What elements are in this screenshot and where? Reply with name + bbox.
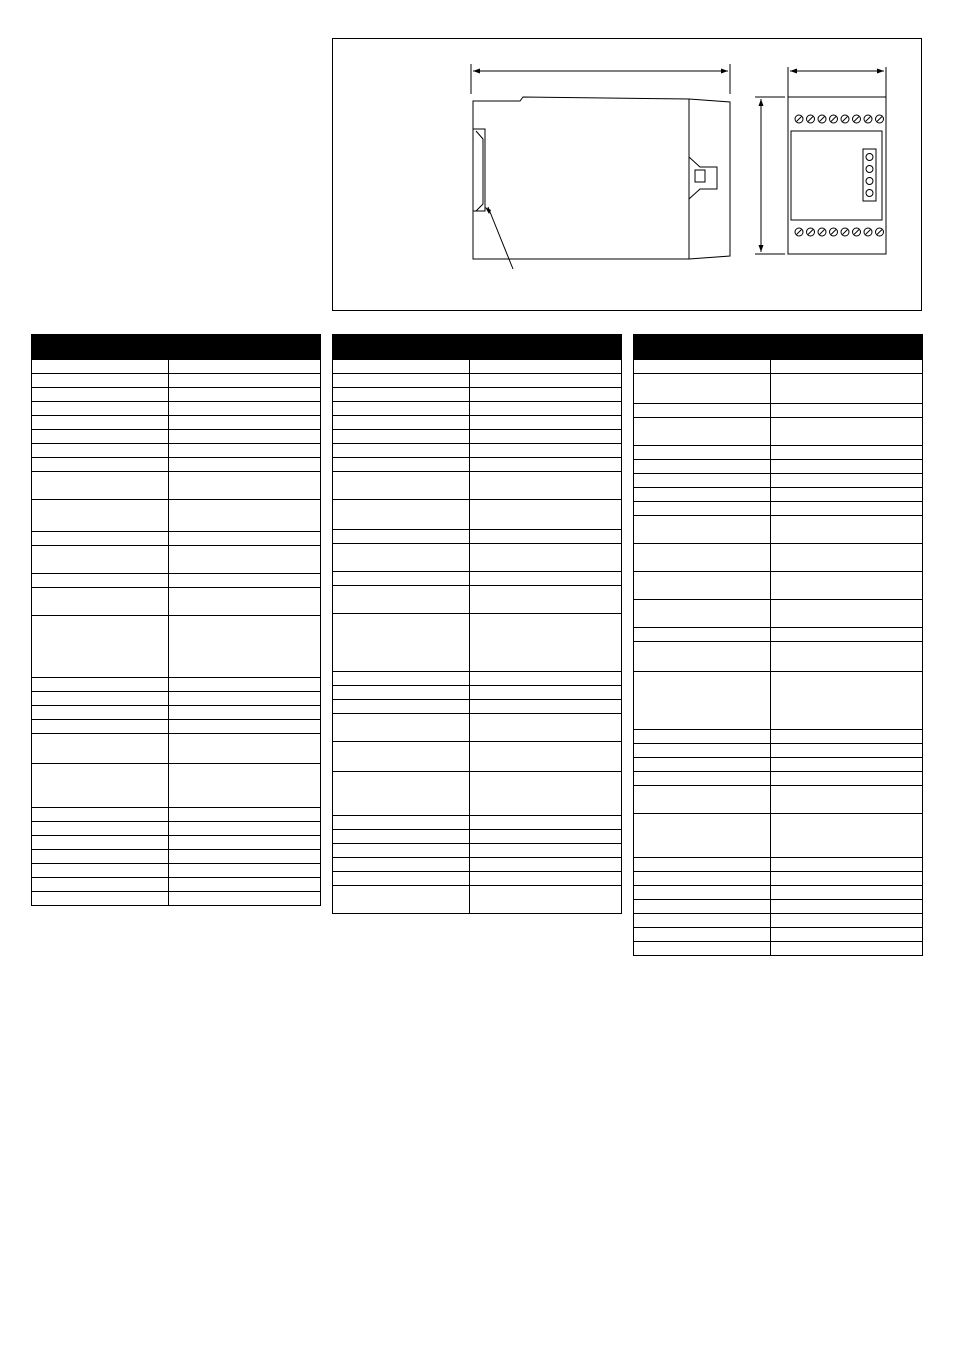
spec-value-cell — [771, 516, 922, 543]
terminal-screw-slot — [808, 230, 813, 235]
spec-label-cell — [333, 530, 470, 543]
spec-label-cell — [32, 588, 169, 615]
dimension-drawing-frame — [332, 38, 922, 311]
spec-table-header — [333, 335, 621, 359]
spec-value-cell — [470, 742, 621, 771]
arrow-head — [759, 245, 764, 252]
spec-row — [32, 387, 320, 401]
spec-label-cell — [333, 572, 470, 585]
spec-row — [333, 499, 621, 529]
terminal-screw-slot — [843, 230, 848, 235]
spec-label-cell — [32, 500, 169, 531]
spec-label-cell — [32, 388, 169, 401]
terminal-screw-slot — [843, 117, 848, 122]
spec-label-cell — [634, 928, 771, 941]
spec-row — [333, 857, 621, 871]
spec-label-cell — [634, 814, 771, 857]
spec-value-cell — [470, 458, 621, 471]
spec-value-cell — [771, 886, 922, 899]
spec-row — [634, 459, 922, 473]
arrow-head — [790, 69, 797, 74]
spec-label-cell — [333, 686, 470, 699]
spec-value-cell — [771, 914, 922, 927]
spec-label-cell — [333, 500, 470, 529]
spec-value-cell — [771, 858, 922, 871]
spec-value-cell — [470, 500, 621, 529]
spec-value-cell — [470, 430, 621, 443]
front-view-led-strip — [863, 149, 876, 201]
terminal-screw-slot — [866, 117, 871, 122]
spec-row — [634, 771, 922, 785]
spec-label-cell — [32, 574, 169, 587]
spec-value-cell — [771, 572, 922, 599]
spec-value-cell — [169, 734, 320, 763]
spec-value-cell — [169, 532, 320, 545]
spec-row — [32, 877, 320, 891]
spec-label-cell — [634, 744, 771, 757]
spec-row — [333, 829, 621, 843]
spec-value-cell — [771, 418, 922, 445]
spec-label-cell — [634, 488, 771, 501]
spec-row — [32, 359, 320, 373]
spec-value-cell — [169, 430, 320, 443]
side-view-body — [473, 97, 689, 259]
spec-row — [634, 729, 922, 743]
spec-value-cell — [169, 678, 320, 691]
spec-value-cell — [771, 672, 922, 729]
spec-value-cell — [169, 444, 320, 457]
spec-label-cell — [32, 444, 169, 457]
spec-value-cell — [169, 616, 320, 677]
spec-value-cell — [470, 886, 621, 913]
spec-label-cell — [634, 446, 771, 459]
spec-row — [32, 443, 320, 457]
spec-row — [333, 429, 621, 443]
spec-value-cell — [169, 574, 320, 587]
spec-value-cell — [169, 472, 320, 499]
spec-value-cell — [771, 758, 922, 771]
spec-value-cell — [470, 714, 621, 741]
spec-row — [634, 743, 922, 757]
side-view-latch — [689, 157, 717, 199]
spec-value-cell — [470, 772, 621, 815]
spec-label-cell — [634, 502, 771, 515]
spec-label-cell — [333, 458, 470, 471]
spec-value-cell — [771, 872, 922, 885]
spec-label-cell — [333, 844, 470, 857]
spec-value-cell — [470, 472, 621, 499]
spec-row — [634, 813, 922, 857]
front-view-panel — [791, 131, 882, 220]
spec-row — [634, 871, 922, 885]
spec-label-cell — [32, 706, 169, 719]
spec-value-cell — [771, 404, 922, 417]
spec-label-cell — [634, 572, 771, 599]
spec-label-cell — [32, 402, 169, 415]
spec-row — [634, 641, 922, 671]
spec-value-cell — [771, 474, 922, 487]
spec-value-cell — [169, 836, 320, 849]
spec-value-cell — [169, 360, 320, 373]
spec-row — [634, 501, 922, 515]
spec-row — [333, 457, 621, 471]
terminal-screw-slot — [797, 230, 802, 235]
spec-row — [634, 599, 922, 627]
spec-row — [32, 531, 320, 545]
terminal-screw-slot — [808, 117, 813, 122]
spec-value-cell — [470, 614, 621, 671]
spec-label-cell — [634, 628, 771, 641]
spec-label-cell — [634, 516, 771, 543]
spec-value-cell — [470, 872, 621, 885]
spec-value-cell — [169, 720, 320, 733]
spec-value-cell — [470, 816, 621, 829]
spec-label-cell — [32, 430, 169, 443]
spec-value-cell — [470, 572, 621, 585]
spec-row — [634, 757, 922, 771]
spec-label-cell — [634, 758, 771, 771]
spec-label-cell — [333, 816, 470, 829]
spec-label-cell — [333, 472, 470, 499]
spec-label-cell — [32, 692, 169, 705]
spec-row — [32, 373, 320, 387]
spec-value-cell — [771, 814, 922, 857]
spec-value-cell — [470, 402, 621, 415]
spec-value-cell — [169, 416, 320, 429]
spec-value-cell — [771, 772, 922, 785]
spec-row — [32, 719, 320, 733]
spec-value-cell — [771, 786, 922, 813]
spec-row — [32, 429, 320, 443]
spec-row — [634, 473, 922, 487]
spec-row — [634, 417, 922, 445]
spec-value-cell — [771, 488, 922, 501]
terminal-screw-slot — [854, 117, 859, 122]
spec-value-cell — [470, 586, 621, 613]
spec-row — [634, 785, 922, 813]
spec-row — [32, 615, 320, 677]
spec-label-cell — [333, 614, 470, 671]
spec-value-cell — [470, 416, 621, 429]
spec-label-cell — [32, 416, 169, 429]
dimension-drawing — [333, 39, 923, 312]
spec-value-cell — [470, 374, 621, 387]
spec-label-cell — [32, 850, 169, 863]
spec-row — [333, 713, 621, 741]
spec-row — [634, 899, 922, 913]
spec-value-cell — [169, 850, 320, 863]
spec-value-cell — [169, 692, 320, 705]
spec-table-2 — [332, 334, 622, 914]
spec-label-cell — [32, 472, 169, 499]
spec-value-cell — [169, 864, 320, 877]
spec-label-cell — [333, 586, 470, 613]
spec-value-cell — [771, 900, 922, 913]
spec-value-cell — [771, 730, 922, 743]
spec-label-cell — [634, 772, 771, 785]
spec-label-cell — [333, 388, 470, 401]
spec-value-cell — [771, 600, 922, 627]
spec-row — [634, 627, 922, 641]
spec-value-cell — [771, 744, 922, 757]
spec-row — [32, 705, 320, 719]
spec-row — [634, 927, 922, 941]
spec-value-cell — [169, 808, 320, 821]
spec-label-cell — [333, 886, 470, 913]
spec-row — [333, 871, 621, 885]
spec-value-cell — [470, 858, 621, 871]
spec-value-cell — [169, 500, 320, 531]
spec-row — [634, 885, 922, 899]
spec-value-cell — [771, 628, 922, 641]
side-view-window — [695, 170, 705, 182]
spec-label-cell — [634, 642, 771, 671]
spec-row — [333, 387, 621, 401]
spec-row — [32, 733, 320, 763]
arrow-head — [473, 69, 480, 74]
spec-label-cell — [32, 836, 169, 849]
spec-label-cell — [32, 878, 169, 891]
spec-row — [333, 741, 621, 771]
spec-row — [32, 849, 320, 863]
terminal-screw-slot — [866, 230, 871, 235]
spec-row — [32, 763, 320, 807]
spec-row — [333, 771, 621, 815]
spec-label-cell — [32, 360, 169, 373]
terminal-screw-slot — [797, 117, 802, 122]
spec-row — [333, 613, 621, 671]
spec-row — [333, 571, 621, 585]
spec-label-cell — [333, 444, 470, 457]
spec-row — [333, 815, 621, 829]
spec-row — [333, 843, 621, 857]
spec-value-cell — [169, 878, 320, 891]
spec-value-cell — [169, 892, 320, 905]
spec-row — [333, 543, 621, 571]
spec-value-cell — [169, 764, 320, 807]
spec-row — [634, 487, 922, 501]
spec-label-cell — [32, 458, 169, 471]
spec-row — [32, 891, 320, 905]
spec-label-cell — [333, 772, 470, 815]
terminal-row-top — [795, 115, 884, 123]
spec-row — [333, 443, 621, 457]
spec-table-header — [634, 335, 922, 359]
spec-value-cell — [169, 374, 320, 387]
spec-label-cell — [333, 830, 470, 843]
spec-table-1 — [31, 334, 321, 906]
spec-label-cell — [634, 872, 771, 885]
spec-row — [333, 415, 621, 429]
led-indicator — [866, 190, 873, 197]
spec-value-cell — [771, 374, 922, 403]
spec-value-cell — [771, 360, 922, 373]
spec-row — [32, 401, 320, 415]
spec-label-cell — [32, 720, 169, 733]
spec-value-cell — [470, 686, 621, 699]
spec-label-cell — [634, 374, 771, 403]
spec-label-cell — [333, 700, 470, 713]
spec-value-cell — [169, 822, 320, 835]
spec-label-cell — [333, 360, 470, 373]
spec-row — [333, 585, 621, 613]
spec-label-cell — [32, 764, 169, 807]
leader-line — [488, 207, 513, 269]
spec-row — [333, 471, 621, 499]
spec-label-cell — [634, 886, 771, 899]
spec-label-cell — [634, 672, 771, 729]
spec-value-cell — [470, 544, 621, 571]
spec-row — [32, 677, 320, 691]
spec-label-cell — [634, 858, 771, 871]
spec-value-cell — [169, 458, 320, 471]
spec-row — [333, 671, 621, 685]
spec-value-cell — [771, 642, 922, 671]
spec-row — [634, 671, 922, 729]
spec-label-cell — [32, 822, 169, 835]
spec-label-cell — [32, 532, 169, 545]
terminal-screw-slot — [854, 230, 859, 235]
spec-value-cell — [470, 672, 621, 685]
led-indicator — [866, 166, 873, 173]
spec-value-cell — [771, 460, 922, 473]
spec-value-cell — [470, 844, 621, 857]
spec-row — [634, 515, 922, 543]
spec-label-cell — [333, 544, 470, 571]
spec-label-cell — [333, 742, 470, 771]
spec-label-cell — [333, 858, 470, 871]
spec-row — [634, 359, 922, 373]
spec-row — [333, 885, 621, 913]
spec-row — [32, 863, 320, 877]
led-indicator — [866, 154, 873, 161]
spec-value-cell — [771, 544, 922, 571]
spec-row — [333, 529, 621, 543]
spec-row — [634, 857, 922, 871]
arrow-head — [721, 69, 728, 74]
terminal-screw-slot — [831, 230, 836, 235]
spec-label-cell — [333, 402, 470, 415]
spec-label-cell — [634, 600, 771, 627]
terminal-screw-slot — [820, 230, 825, 235]
spec-row — [333, 373, 621, 387]
spec-value-cell — [169, 388, 320, 401]
spec-label-cell — [333, 374, 470, 387]
spec-row — [634, 445, 922, 459]
spec-value-cell — [470, 444, 621, 457]
spec-label-cell — [32, 616, 169, 677]
spec-label-cell — [634, 474, 771, 487]
spec-label-cell — [32, 374, 169, 387]
spec-row — [32, 545, 320, 573]
spec-row — [634, 403, 922, 417]
spec-value-cell — [470, 530, 621, 543]
spec-label-cell — [634, 544, 771, 571]
spec-label-cell — [333, 430, 470, 443]
spec-row — [634, 373, 922, 403]
terminal-screw-slot — [820, 117, 825, 122]
spec-label-cell — [32, 892, 169, 905]
spec-table-3 — [633, 334, 923, 956]
terminal-row-bottom — [795, 228, 884, 236]
spec-row — [32, 415, 320, 429]
terminal-screw-slot — [831, 117, 836, 122]
spec-label-cell — [634, 914, 771, 927]
spec-value-cell — [169, 706, 320, 719]
spec-row — [32, 691, 320, 705]
spec-row — [634, 941, 922, 955]
spec-value-cell — [771, 502, 922, 515]
spec-row — [333, 359, 621, 373]
spec-value-cell — [771, 928, 922, 941]
spec-label-cell — [333, 714, 470, 741]
spec-row — [333, 699, 621, 713]
arrow-head — [877, 69, 884, 74]
spec-table-header — [32, 335, 320, 359]
spec-label-cell — [32, 808, 169, 821]
spec-row — [634, 543, 922, 571]
terminal-screw-slot — [877, 230, 882, 235]
spec-value-cell — [169, 546, 320, 573]
spec-label-cell — [634, 360, 771, 373]
spec-row — [634, 913, 922, 927]
spec-label-cell — [634, 786, 771, 813]
spec-row — [32, 573, 320, 587]
spec-label-cell — [32, 546, 169, 573]
spec-value-cell — [771, 942, 922, 955]
spec-value-cell — [169, 588, 320, 615]
din-rail-clip-inner — [476, 131, 483, 211]
spec-label-cell — [333, 672, 470, 685]
spec-row — [333, 685, 621, 699]
spec-row — [32, 471, 320, 499]
spec-label-cell — [32, 734, 169, 763]
spec-label-cell — [634, 418, 771, 445]
spec-row — [32, 807, 320, 821]
spec-row — [32, 499, 320, 531]
spec-value-cell — [470, 388, 621, 401]
spec-row — [32, 457, 320, 471]
spec-label-cell — [634, 900, 771, 913]
spec-label-cell — [333, 416, 470, 429]
spec-value-cell — [771, 446, 922, 459]
spec-label-cell — [32, 678, 169, 691]
spec-value-cell — [470, 830, 621, 843]
led-column — [866, 154, 873, 197]
spec-label-cell — [634, 730, 771, 743]
spec-row — [32, 587, 320, 615]
arrow-head — [759, 99, 764, 106]
spec-value-cell — [470, 360, 621, 373]
spec-row — [32, 835, 320, 849]
spec-label-cell — [634, 942, 771, 955]
spec-row — [32, 821, 320, 835]
terminal-screw-slot — [877, 117, 882, 122]
spec-row — [333, 401, 621, 415]
led-indicator — [866, 178, 873, 185]
spec-label-cell — [634, 460, 771, 473]
spec-value-cell — [470, 700, 621, 713]
spec-label-cell — [634, 404, 771, 417]
spec-row — [634, 571, 922, 599]
spec-value-cell — [169, 402, 320, 415]
spec-label-cell — [32, 864, 169, 877]
spec-label-cell — [333, 872, 470, 885]
